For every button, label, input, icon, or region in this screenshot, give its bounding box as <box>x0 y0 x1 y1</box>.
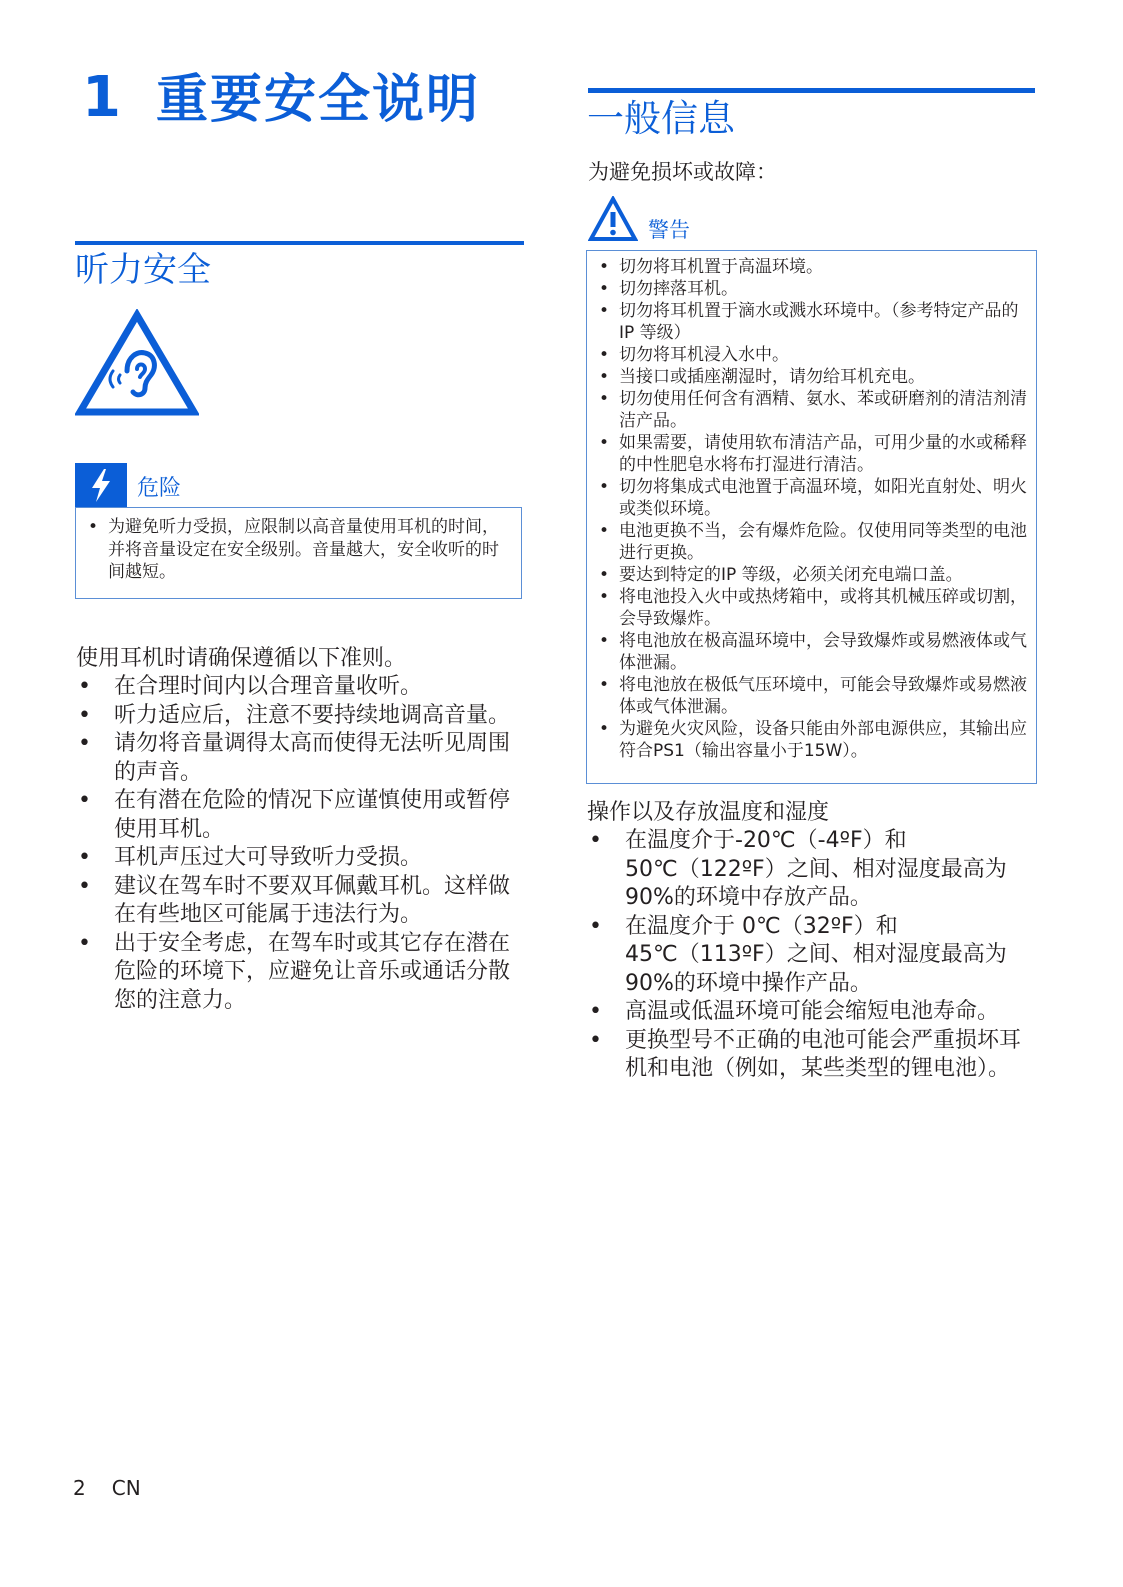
list-item: • 请勿将音量调得太高而使得无法听见周围的声音。 <box>76 730 526 787</box>
temperature-heading: 操作以及存放温度和湿度 <box>587 800 830 825</box>
section-rule <box>588 88 1035 93</box>
danger-badge <box>75 463 127 507</box>
list-item: • 电池更换不当，会有爆炸危险。仅使用同等类型的电池进行更换。 <box>587 520 1036 564</box>
guide-intro: 使用耳机时请确保遵循以下准则。 <box>76 646 407 671</box>
list-item: • 出于安全考虑，在驾车时或其它存在潜在危险的环境下，应避免让音乐或通话分散您的注意力。 <box>76 930 526 1016</box>
list-item: • 高温或低温环境可能会缩短电池寿命。 <box>587 998 1032 1027</box>
list-item: • 更换型号不正确的电池可能会严重损坏耳机和电池（例如，某些类型的锂电池）。 <box>587 1027 1032 1084</box>
danger-box <box>75 507 522 599</box>
danger-label: 危险 <box>137 476 182 501</box>
chapter-title: 重要安全说明 <box>156 70 481 130</box>
chapter-number: 1 <box>82 65 121 130</box>
warning-box <box>586 250 1037 784</box>
guide-list <box>76 673 526 1015</box>
page-footer <box>73 1476 141 1500</box>
list-item: • 听力适应后，注意不要持续地调高音量。 <box>76 702 526 731</box>
list-item: • 在温度介于-20℃（-4ºF）和 50℃（122ºF）之间、相对湿度最高为90%的环境中存放产品。 <box>587 827 1032 913</box>
list-item: • 切勿将集成式电池置于高温环境，如阳光直射处、明火或类似环境。 <box>587 476 1036 520</box>
list-item: • 切勿将耳机置于滴水或溅水环境中。（参考特定产品的IP 等级） <box>587 300 1036 344</box>
list-item: • 将电池放在极低气压环境中，可能会导致爆炸或易燃液体或气体泄漏。 <box>587 674 1036 718</box>
list-item: • 在合理时间内以合理音量收听。 <box>76 673 526 702</box>
page-number: 2 <box>73 1476 86 1500</box>
warning-triangle-icon <box>588 196 638 242</box>
hearing-warning-icon <box>75 309 199 417</box>
temperature-list <box>587 827 1032 1084</box>
warning-label: 警告 <box>648 218 690 242</box>
general-info-heading: 一般信息 <box>587 97 735 140</box>
list-item: • 切勿摔落耳机。 <box>587 278 1036 300</box>
lightning-icon <box>75 463 127 507</box>
list-item: • 耳机声压过大可导致听力受损。 <box>76 844 526 873</box>
list-item: • 切勿将耳机置于高温环境。 <box>587 256 1036 278</box>
section-rule <box>75 241 524 245</box>
list-item: • 建议在驾车时不要双耳佩戴耳机。这样做在有些地区可能属于违法行为。 <box>76 873 526 930</box>
danger-header <box>75 463 524 507</box>
general-info-intro: 为避免损坏或故障： <box>588 160 777 184</box>
hearing-safety-heading: 听力安全 <box>75 250 211 290</box>
list-item: • 切勿使用任何含有酒精、氨水、苯或研磨剂的清洁剂清洁产品。 <box>587 388 1036 432</box>
list-item: • 如果需要，请使用软布清洁产品，可用少量的水或稀释的中性肥皂水将布打湿进行清洁。 <box>587 432 1036 476</box>
language-code: CN <box>111 1476 141 1500</box>
list-item: • 为避免火灾风险，设备只能由外部电源供应，其输出应符合PS1（输出容量小于15W）。 <box>587 718 1036 762</box>
list-item: • 将电池放在极高温环境中，会导致爆炸或易燃液体或气体泄漏。 <box>587 630 1036 674</box>
list-item: • 当接口或插座潮湿时，请勿给耳机充电。 <box>587 366 1036 388</box>
warning-list <box>587 251 1036 762</box>
list-item: • 要达到特定的IP 等级，必须关闭充电端口盖。 <box>587 564 1036 586</box>
list-item: • 切勿将耳机浸入水中。 <box>587 344 1036 366</box>
list-item: • 将电池投入火中或热烤箱中，或将其机械压碎或切割，会导致爆炸。 <box>587 586 1036 630</box>
list-item: • 在有潜在危险的情况下应谨慎使用或暂停使用耳机。 <box>76 787 526 844</box>
danger-list <box>76 508 521 584</box>
list-item: • 为避免听力受损，应限制以高音量使用耳机的时间，并将音量设定在安全级别。音量越大，安全收听的时间越短。 <box>76 516 521 584</box>
list-item: • 在温度介于 0℃（32ºF）和45℃（113ºF）之间、相对湿度最高为90%的环境中操作产品。 <box>587 913 1032 999</box>
